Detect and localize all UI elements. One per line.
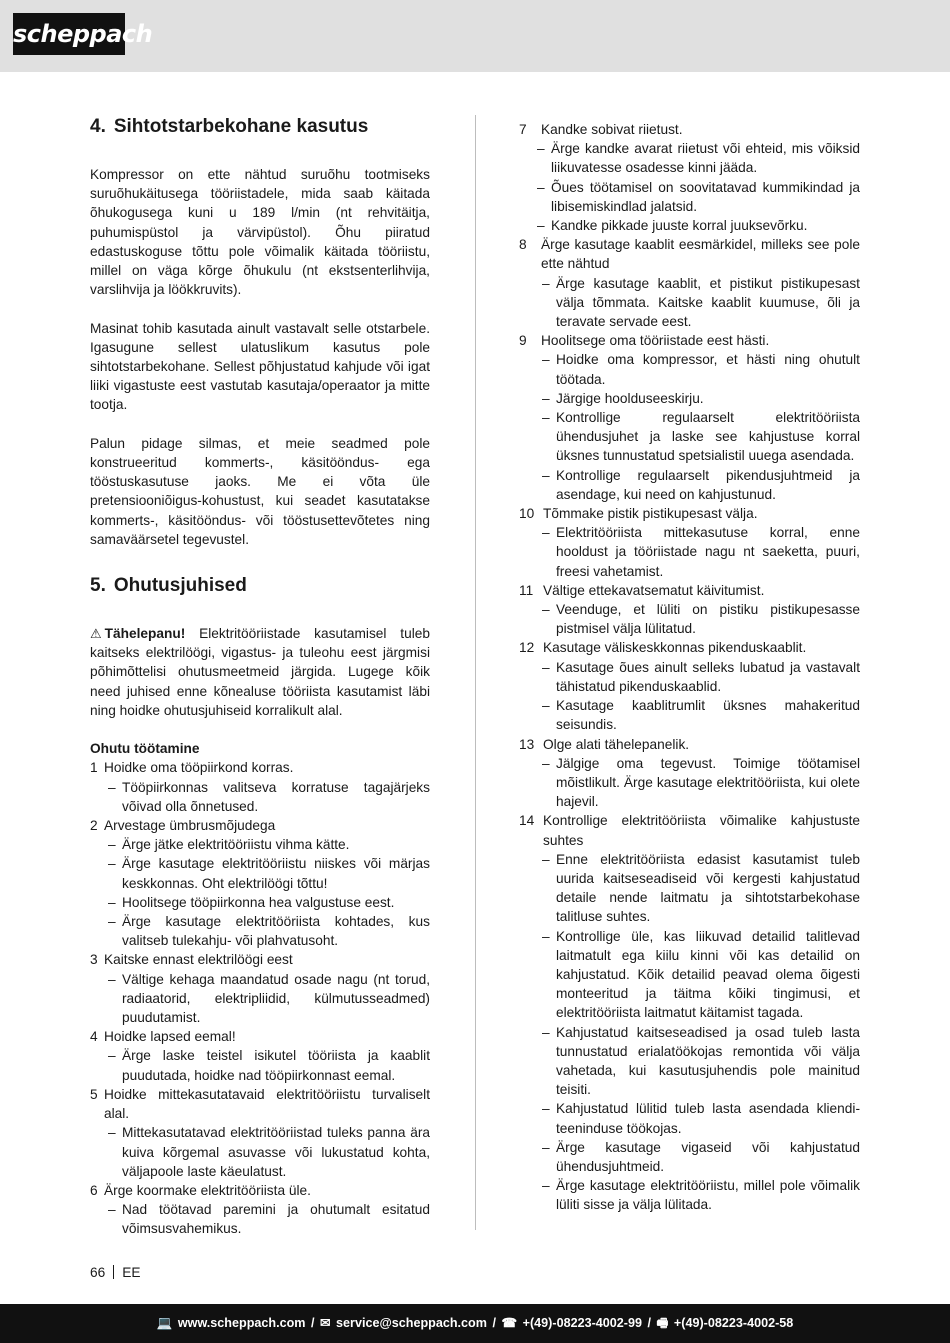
paragraph: Kompressor on ette nähtud suruõhu tootmiseks suruõhukäitusega tööriistadele, mida saab käitada õhukogusega kuni u 189 l/min (nt rehvitäitja, puhumispüstol ja värvipüstol). Õhu piiratud edastuskoguse tõttu pole võimalik käitada tööriistu, millel on väga kõrge õhukulu (nt ekstsenterlihvija, varslihvija ja löökkruvits). xyxy=(90,167,430,298)
item-text: Hoidke mittekasutatavaid elektritööriistu turvaliselt alal. xyxy=(104,1086,430,1122)
contact-bar xyxy=(0,1304,950,1343)
subitem-text: Ärge jätke elektritööriistu vihma kätte. xyxy=(122,837,350,853)
dash-bullet: – xyxy=(108,837,116,853)
subitem-text: Kontrollige regulaarselt pikendusjuhtmeid ja asendage, kui need on kahjustunud. xyxy=(556,467,860,502)
item-number: 9 xyxy=(519,333,527,349)
list-subitem xyxy=(90,835,430,854)
list-subitem xyxy=(519,274,860,332)
item-number: 1 xyxy=(90,760,98,776)
dash-bullet: – xyxy=(542,698,550,714)
subitem-text: Kontrollige regulaarselt elektritööriista ühendusjuhet ja laske see kahjustuse korral üksnes tunnustatud spetsialistil uuega asendada. xyxy=(556,410,860,464)
paragraph: Masinat tohib kasutada ainult vastavalt selle otstarbele. Igasugune sellest ulatuslikum kasutus pole sihtotstarbekohane. Sellest põhjustatud kahjude või igat liiki vigastuste eest vastutab kasutaja/operaator ja mitte tootja. xyxy=(90,320,430,413)
item-text: Ärge kasutage kaablit eesmärkidel, milleks see pole ette nähtud xyxy=(541,237,860,272)
section-number: 4. xyxy=(90,116,106,137)
subitem-text: Nad töötavad paremini ja ohutumalt esitatud võimsusvahemikus. xyxy=(122,1202,430,1237)
dash-bullet: – xyxy=(542,755,550,771)
left-column xyxy=(90,112,430,1239)
subitem-text: Ärge kasutage elektritööriista kohtades, kus valitseb tulekahju- või plahvatusoht. xyxy=(122,914,430,949)
item-number: 14 xyxy=(519,813,535,829)
subitem-text: Kahjustatud lülitid tuleb lasta asendada klienditeeninduse töökojas. xyxy=(556,1101,860,1136)
page-footer xyxy=(90,1265,141,1280)
dash-bullet: – xyxy=(108,779,116,795)
subitem-text: Vältige kehaga maandatud osade nagu (nt torud, radiaatorid, elektripliidid, külmutusseadmed) puudutamist. xyxy=(122,971,430,1026)
subitem-text: Hoolitsege tööpiirkonna hea valgustuse eest. xyxy=(122,894,395,910)
subitem-text: Veenduge, et lüliti on pistiku pistikupesasse pistmisel välja lülitatud. xyxy=(556,602,860,637)
dash-bullet: – xyxy=(542,851,550,867)
dash-bullet: – xyxy=(542,275,550,291)
list-subitem xyxy=(519,178,860,216)
item-number: 12 xyxy=(519,640,535,656)
dash-bullet: – xyxy=(108,914,116,930)
item-number: 7 xyxy=(519,122,527,137)
item-text: Kandke sobivat riietust. xyxy=(541,122,683,137)
dash-bullet: – xyxy=(108,1125,116,1141)
item-text: Olge alati tähelepanelik. xyxy=(543,736,690,752)
item-number: 4 xyxy=(90,1029,98,1045)
list-subitem xyxy=(519,1176,860,1214)
list-item xyxy=(519,581,860,600)
dash-bullet: – xyxy=(542,1024,550,1040)
dash-bullet: – xyxy=(542,1178,550,1194)
item-text: Hoidke oma tööpiirkond korras. xyxy=(104,760,294,776)
list-subitem xyxy=(90,893,430,912)
list-subitem xyxy=(519,850,860,927)
list-subitem xyxy=(519,216,860,235)
dash-bullet: – xyxy=(108,894,116,910)
list-item xyxy=(90,816,430,835)
list-subitem xyxy=(519,350,860,388)
subitem-text: Ärge kasutage elektritööriistu niiskes või märjas keskkonnas. Oht elektrilöögi tõttu! xyxy=(122,856,430,891)
item-text: Kaitske ennast elektrilöögi eest xyxy=(104,952,293,968)
warning-label: Tähelepanu! xyxy=(104,626,186,642)
subitem-text: Kahjustatud kaitseseadised ja osad tuleb lasta tunnustatud erialatöökojas remontida või välja vahetada, kui kasutusjuhendis pole mainitud teisiti. xyxy=(556,1024,860,1098)
section-number: 5. xyxy=(90,575,106,597)
subitem-text: Õues töötamisel on soovitatavad kummikindad ja libisemiskindlad jalatsid. xyxy=(551,179,860,214)
section-4-heading xyxy=(90,116,430,138)
separator: / xyxy=(647,1316,652,1330)
list-subitem xyxy=(519,696,860,734)
item-text: Ärge koormake elektritööriista üle. xyxy=(104,1182,311,1198)
subheading: Ohutu töötamine xyxy=(90,741,200,757)
list-subitem xyxy=(519,754,860,812)
website-link[interactable]: www.scheppach.com xyxy=(177,1316,306,1330)
subitem-text: Ärge kasutage kaablit, et pistikut pistikupesast välja tõmmata. Kaitske kaablit kuumuse, õli ja teravate servade eest. xyxy=(556,275,860,330)
list-item xyxy=(90,950,430,969)
list-item xyxy=(519,638,860,657)
mail-icon: ✉ xyxy=(319,1316,331,1330)
warning-text: Elektritööriistade kasutamisel tuleb kaitseks elektrilöögi, vigastus- ja tuleohu eest järgmisi põhimõttelisi ohutusmeetmeid järgida. Lugege kõik need juhised enne kõnealuse tööriista kasutamist läbi ning hoidke ohutusjuhiseid korralikult alal. xyxy=(90,626,430,718)
item-number: 8 xyxy=(519,237,527,253)
list-item xyxy=(519,811,860,849)
separator: / xyxy=(310,1316,315,1330)
dash-bullet: – xyxy=(542,1101,550,1117)
item-number: 6 xyxy=(90,1182,98,1198)
paragraph: Palun pidage silmas, et meie seadmed pole konstrueeritud kommerts-, käsitööndus- ega tööstuskasutuse jaoks. Me ei võta üle pretensiooniõigus-kohustust, kui seadet kasutatakse kommerts-, käsitööndus- või tööstusettevõtetes ning samaväärsetel tegevustel. xyxy=(90,435,430,547)
dash-bullet: – xyxy=(542,390,550,406)
page-number: 66 xyxy=(90,1265,106,1280)
safety-list xyxy=(519,120,860,1215)
dash-bullet: – xyxy=(108,1048,116,1064)
list-item xyxy=(90,758,430,777)
divider xyxy=(113,1265,114,1279)
subitem-text: Kontrollige üle, kas liikuvad detailid talitlevad laitmatult ega kiilu kinni või kas detailid on kahjustatud. Kõik detailid peavad olema õigesti monteeritud ja täitma kõiki tingimusi, et elektritööriista laitmatut käitamist tagada. xyxy=(556,928,860,1021)
item-text: Tõmmake pistik pistikupesast välja. xyxy=(543,506,758,522)
item-text: Hoolitsege oma tööriistade eest hästi. xyxy=(541,333,770,349)
dash-bullet: – xyxy=(108,1202,116,1218)
subitem-text: Ärge kandke avarat riietust või ehteid, mis võiksid liikuvatesse osadesse kinni jääda. xyxy=(551,141,860,176)
header-bar xyxy=(0,0,950,72)
item-number: 13 xyxy=(519,736,535,752)
separator: / xyxy=(492,1316,496,1330)
list-item xyxy=(90,1027,430,1046)
list-item xyxy=(519,504,860,523)
warning-triangle-icon: ⚠ xyxy=(90,626,102,642)
fax-icon: 🖷 xyxy=(656,1316,669,1330)
list-subitem xyxy=(90,912,430,950)
dash-bullet: – xyxy=(542,467,550,483)
list-item xyxy=(90,1085,430,1123)
subitem-text: Kasutage õues ainult selleks lubatud ja vastavalt tähistatud pikenduskaablid. xyxy=(556,659,860,694)
phone-icon: ☎ xyxy=(501,1316,518,1330)
item-number: 3 xyxy=(90,952,98,968)
subitem-text: Elektritööriista mittekasutuse korral, enne hooldust ja tööriistade nagu nt saeketta, puuri, freesi vahetamist. xyxy=(556,525,860,579)
dash-bullet: – xyxy=(542,928,550,944)
list-subitem xyxy=(519,600,860,638)
list-item xyxy=(519,235,860,273)
list-subitem xyxy=(519,139,860,177)
list-item xyxy=(519,120,860,139)
subitem-text: Enne elektritööriista edasist kasutamist tuleb uurida kaitseseadiseid või kergesti kahjustatud detaile nende laitmatu ja sihtotstarbekohase talitluse suhtes. xyxy=(556,851,860,925)
list-subitem xyxy=(90,1046,430,1084)
item-text: Hoidke lapsed eemal! xyxy=(104,1029,236,1045)
right-column xyxy=(519,120,860,1215)
list-item xyxy=(519,331,860,350)
dash-bullet: – xyxy=(542,602,550,618)
list-subitem xyxy=(519,927,860,1023)
subitem-text: Ärge kasutage vigaseid või kahjustatud ühendusjuhtmeid. xyxy=(556,1139,860,1174)
item-number: 2 xyxy=(90,818,98,834)
item-number: 10 xyxy=(519,506,535,522)
dash-bullet: – xyxy=(537,218,545,234)
dash-bullet: – xyxy=(108,856,116,872)
subitem-text: Mittekasutatavad elektritööriistad tuleks panna ära kuiva kõrgemal asuvasse või lukustatud kohta, väljapoole laste käeulatust. xyxy=(122,1125,430,1179)
list-subitem xyxy=(90,854,430,892)
dash-bullet: – xyxy=(542,1139,550,1155)
section-title: Ohutusjuhised xyxy=(113,575,247,597)
subitem-text: Ärge kasutage elektritööriistu, millel pole võimalik lüliti sisse ja välja lülitada. xyxy=(556,1178,860,1213)
list-subitem xyxy=(519,1138,860,1176)
list-subitem xyxy=(519,408,860,466)
dash-bullet: – xyxy=(542,410,550,426)
computer-icon: 💻 xyxy=(156,1316,173,1330)
subitem-text: Järgige hoolduseeskirju. xyxy=(556,390,704,406)
item-text: Vältige ettekavatsematut käivitumist. xyxy=(543,582,765,598)
subitem-text: Jälgige oma tegevust. Toimige töötamisel mõistlikult. Ärge kasutage elektritööriista, kui olete hajevil. xyxy=(556,755,860,810)
email-link[interactable]: service@scheppach.com xyxy=(336,1316,487,1330)
item-text: Kasutage väliskeskkonnas pikenduskaablit. xyxy=(543,640,807,656)
list-subitem xyxy=(519,1023,860,1100)
item-number: 11 xyxy=(519,582,534,598)
subitem-text: Tööpiirkonnas valitseva korratuse tagajärjeks võivad olla õnnetused. xyxy=(122,779,430,814)
list-subitem xyxy=(90,1200,430,1238)
item-text: Arvestage ümbrusmõjudega xyxy=(104,818,276,834)
list-subitem xyxy=(90,1123,430,1181)
column-divider xyxy=(475,115,476,1230)
dash-bullet: – xyxy=(537,179,545,195)
subitem-text: Ärge laske teistel isikutel tööriista ja kaablit puudutada, hoidke nad tööpiirkonnast eemal. xyxy=(122,1048,430,1083)
subitem-text: Kandke pikkade juuste korral juuksevõrku. xyxy=(551,218,808,234)
list-subitem xyxy=(90,778,430,816)
list-subitem xyxy=(519,1099,860,1137)
list-subitem xyxy=(90,970,430,1028)
brand-logo: scheppach xyxy=(13,13,125,55)
list-subitem xyxy=(519,466,860,504)
dash-bullet: – xyxy=(542,659,550,675)
item-number: 5 xyxy=(90,1086,98,1102)
list-item xyxy=(90,1181,430,1200)
dash-bullet: – xyxy=(542,525,550,541)
warning-paragraph xyxy=(90,624,430,720)
section-5-heading xyxy=(90,575,430,597)
safety-list xyxy=(90,758,430,1238)
dash-bullet: – xyxy=(537,141,545,157)
phone-number: +(49)-08223-4002-99 xyxy=(522,1316,643,1330)
list-subitem xyxy=(519,389,860,408)
language-code: EE xyxy=(122,1265,141,1280)
dash-bullet: – xyxy=(108,971,116,987)
subitem-text: Hoidke oma kompressor, et hästi ning ohutult töötada. xyxy=(556,352,860,387)
list-item xyxy=(519,735,860,754)
dash-bullet: – xyxy=(542,352,550,368)
fax-number: +(49)-08223-4002-58 xyxy=(673,1316,794,1330)
list-subitem xyxy=(519,658,860,696)
item-text: Kontrollige elektritööriista võimalike kahjustuste suhtes xyxy=(543,813,860,848)
section-title: Sihtotstarbekohane kasutus xyxy=(113,116,369,137)
subitem-text: Kasutage kaablitrumlit üksnes mahakeritud seisundis. xyxy=(556,698,860,733)
list-subitem xyxy=(519,523,860,581)
